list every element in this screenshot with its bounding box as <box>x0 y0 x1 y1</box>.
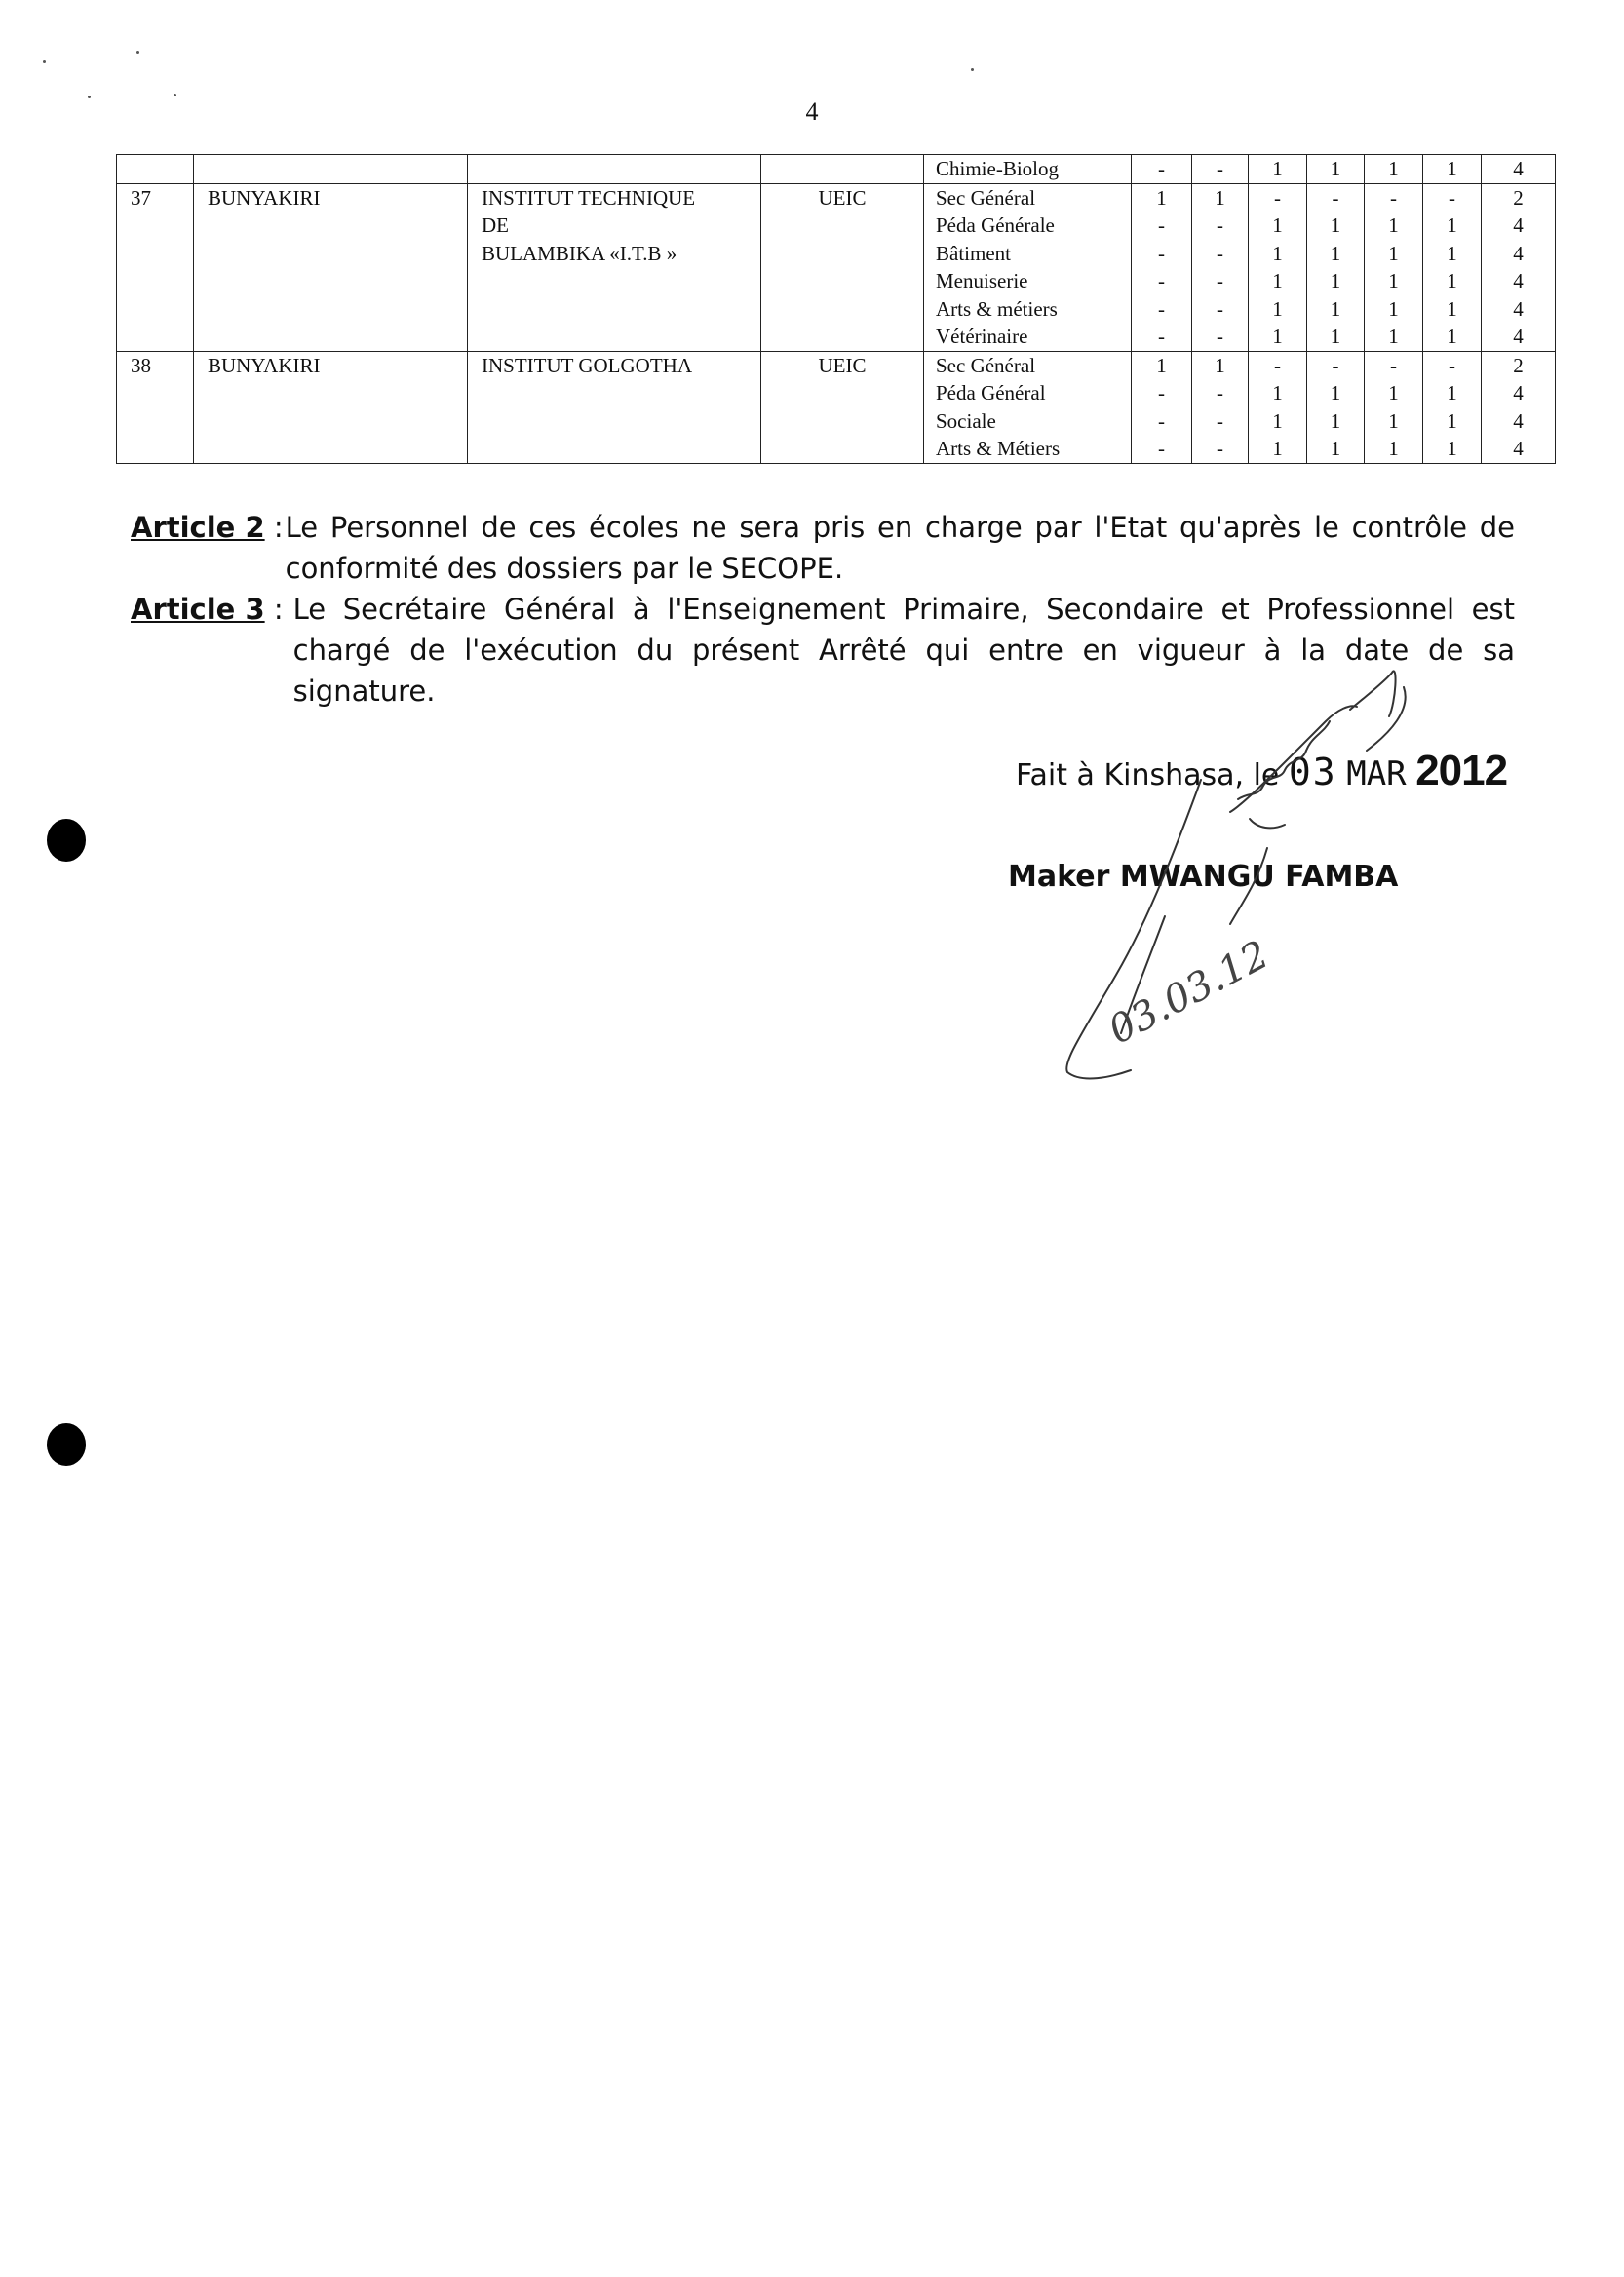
total-value: 4 <box>1513 408 1524 433</box>
level-value: 1 <box>1388 269 1399 292</box>
total-value: 4 <box>1513 437 1524 460</box>
level-value: 1 <box>1447 408 1457 433</box>
punch-hole-icon <box>47 819 86 862</box>
option-label: Sec Général <box>936 185 1036 210</box>
level-value: - <box>1158 213 1165 237</box>
school-number-cell <box>117 351 194 463</box>
school-name-cell <box>468 351 761 463</box>
table-row-school <box>117 351 1556 463</box>
school-name-line: DE <box>482 213 509 237</box>
article-2 <box>131 507 1515 589</box>
level-value: 1 <box>1388 381 1399 405</box>
place-prefix: Fait à Kinshasa, le <box>1016 758 1280 792</box>
level-value: - <box>1449 185 1455 210</box>
level-value: 1 <box>1330 325 1341 348</box>
signatory-name: Maker MWANGU FAMBA <box>1008 860 1399 894</box>
article-3-separator: : <box>264 593 284 626</box>
level-value: 1 <box>1272 325 1283 348</box>
scan-speck <box>136 51 139 54</box>
level-value: 1 <box>1447 269 1457 292</box>
level-value: 1 <box>1272 241 1283 265</box>
level-value: - <box>1217 381 1223 405</box>
empty-cell <box>194 155 468 184</box>
option-label: Arts & métiers <box>936 296 1058 321</box>
level-value: - <box>1332 353 1339 377</box>
total-cell <box>1482 183 1556 351</box>
level-value: - <box>1390 185 1397 210</box>
level-value: 1 <box>1447 296 1457 321</box>
value-cell <box>1365 351 1423 463</box>
level-value: 1 <box>1330 437 1341 460</box>
handwritten-date: 03.03.12 <box>1102 932 1276 1054</box>
value-cell <box>1423 183 1482 351</box>
level-value: 1 <box>1272 269 1283 292</box>
school-location-cell <box>194 183 468 351</box>
level-value: 1 <box>1215 185 1225 210</box>
level-value: 1 <box>1330 408 1341 433</box>
value-cell <box>1249 155 1307 184</box>
level-value: 1 <box>1272 408 1283 433</box>
option-label: Arts & Métiers <box>936 437 1061 460</box>
scan-speck <box>88 96 91 98</box>
options-cell <box>924 351 1132 463</box>
option-label: Sec Général <box>936 353 1036 377</box>
level-value: 1 <box>1447 157 1457 180</box>
level-value: 1 <box>1388 241 1399 265</box>
total-value: 4 <box>1513 381 1524 405</box>
total-value: 4 <box>1513 241 1524 265</box>
level-value: 1 <box>1156 185 1167 210</box>
level-value: 1 <box>1330 157 1341 180</box>
empty-cell <box>468 155 761 184</box>
level-value: 1 <box>1388 437 1399 460</box>
level-value: 1 <box>1447 241 1457 265</box>
total-value: 4 <box>1513 296 1524 321</box>
scan-speck <box>971 68 974 71</box>
level-value: 1 <box>1388 408 1399 433</box>
school-name-line: INSTITUT GOLGOTHA <box>482 353 692 377</box>
option-label: Menuiserie <box>936 269 1028 292</box>
level-value: 1 <box>1330 296 1341 321</box>
option-label: Péda Général <box>936 381 1046 405</box>
table-row-school <box>117 183 1556 351</box>
level-value: 1 <box>1447 213 1457 237</box>
level-value: - <box>1274 185 1281 210</box>
option-label: Vétérinaire <box>936 325 1028 348</box>
school-location: BUNYAKIRI <box>208 353 321 377</box>
value-cell <box>1192 183 1249 351</box>
school-name-line: BULAMBIKA «I.T.B » <box>482 241 677 265</box>
value-cell <box>1132 183 1192 351</box>
total-cell <box>1482 155 1556 184</box>
date-stamp-year: 2012 <box>1415 747 1508 794</box>
level-value: 1 <box>1272 157 1283 180</box>
empty-cell <box>117 155 194 184</box>
level-value: 1 <box>1215 353 1225 377</box>
level-value: - <box>1449 353 1455 377</box>
level-value: 1 <box>1272 437 1283 460</box>
level-value: - <box>1158 437 1165 460</box>
level-value: 1 <box>1330 381 1341 405</box>
level-value: - <box>1217 213 1223 237</box>
article-2-text: Le Personnel de ces écoles ne sera pris en charge par l'Etat qu'après le contrôle de conformité des dossiers par le SECOPE. <box>285 511 1515 585</box>
total-value: 4 <box>1513 157 1524 180</box>
option-label: Bâtiment <box>936 241 1011 265</box>
option-cell <box>924 155 1132 184</box>
schools-table <box>116 154 1556 464</box>
school-regime: UEIC <box>818 353 867 377</box>
school-regime-cell <box>761 183 924 351</box>
level-value: - <box>1158 325 1165 348</box>
level-value: - <box>1217 437 1223 460</box>
option-label: Péda Générale <box>936 213 1055 237</box>
level-value: - <box>1274 353 1281 377</box>
level-value: - <box>1158 241 1165 265</box>
total-value: 4 <box>1513 213 1524 237</box>
level-value: 1 <box>1388 325 1399 348</box>
level-value: - <box>1217 296 1223 321</box>
level-value: - <box>1158 381 1165 405</box>
level-value: 1 <box>1330 269 1341 292</box>
value-cell <box>1307 155 1365 184</box>
option-label: Sociale <box>936 408 996 433</box>
level-value: 1 <box>1447 437 1457 460</box>
school-name-cell <box>468 183 761 351</box>
level-value: 1 <box>1447 381 1457 405</box>
level-value: 1 <box>1156 353 1167 377</box>
value-cell <box>1365 183 1423 351</box>
level-value: 1 <box>1388 213 1399 237</box>
school-number: 38 <box>131 353 151 377</box>
level-value: - <box>1390 353 1397 377</box>
value-cell <box>1249 351 1307 463</box>
total-value: 4 <box>1513 269 1524 292</box>
level-value: - <box>1158 408 1165 433</box>
value-cell <box>1423 351 1482 463</box>
level-value: 1 <box>1330 241 1341 265</box>
date-stamp-month: MAR <box>1346 754 1407 793</box>
level-value: - <box>1332 185 1339 210</box>
value-cell <box>1307 351 1365 463</box>
level-value: 1 <box>1272 381 1283 405</box>
value-cell <box>1132 351 1192 463</box>
school-location: BUNYAKIRI <box>208 185 321 210</box>
page-number: 4 <box>805 97 819 126</box>
school-location-cell <box>194 351 468 463</box>
value-cell <box>1307 183 1365 351</box>
school-number: 37 <box>131 185 151 210</box>
article-3 <box>131 589 1515 712</box>
total-value: 2 <box>1513 353 1524 377</box>
empty-cell <box>761 155 924 184</box>
level-value: 1 <box>1330 213 1341 237</box>
article-2-label: Article 2 <box>131 511 265 544</box>
level-value: - <box>1217 325 1223 348</box>
options-cell <box>924 183 1132 351</box>
value-cell <box>1365 155 1423 184</box>
level-value: - <box>1217 269 1223 292</box>
scan-speck <box>174 94 176 96</box>
punch-hole-icon <box>47 1423 86 1466</box>
date-stamp-day: 03 <box>1288 751 1337 793</box>
school-regime: UEIC <box>818 185 867 210</box>
value-cell <box>1132 155 1192 184</box>
level-value: - <box>1217 157 1223 180</box>
level-value: - <box>1217 241 1223 265</box>
level-value: 1 <box>1388 157 1399 180</box>
value-cell <box>1249 183 1307 351</box>
level-value: 1 <box>1447 325 1457 348</box>
total-value: 4 <box>1513 325 1524 348</box>
article-3-text: Le Secrétaire Général à l'Enseignement Primaire, Secondaire et Professionnel est chargé de l'exécution du présent Arrêté qui entre en vigueur à la date de sa signature. <box>292 593 1515 708</box>
value-cell <box>1423 155 1482 184</box>
table-row-continued <box>117 155 1556 184</box>
scan-speck <box>43 60 46 63</box>
level-value: 1 <box>1272 213 1283 237</box>
level-value: - <box>1158 269 1165 292</box>
level-value: 1 <box>1272 296 1283 321</box>
school-regime-cell <box>761 351 924 463</box>
place-and-date <box>1016 747 1507 795</box>
total-value: 2 <box>1513 185 1524 210</box>
level-value: - <box>1217 408 1223 433</box>
option-label: Chimie-Biolog <box>936 157 1059 180</box>
level-value: 1 <box>1388 296 1399 321</box>
value-cell <box>1192 155 1249 184</box>
total-cell <box>1482 351 1556 463</box>
school-number-cell <box>117 183 194 351</box>
school-name-line: INSTITUT TECHNIQUE <box>482 185 696 210</box>
article-2-separator: : <box>264 511 284 544</box>
article-3-label: Article 3 <box>131 593 265 626</box>
level-value: - <box>1158 296 1165 321</box>
level-value: - <box>1158 157 1165 180</box>
value-cell <box>1192 351 1249 463</box>
